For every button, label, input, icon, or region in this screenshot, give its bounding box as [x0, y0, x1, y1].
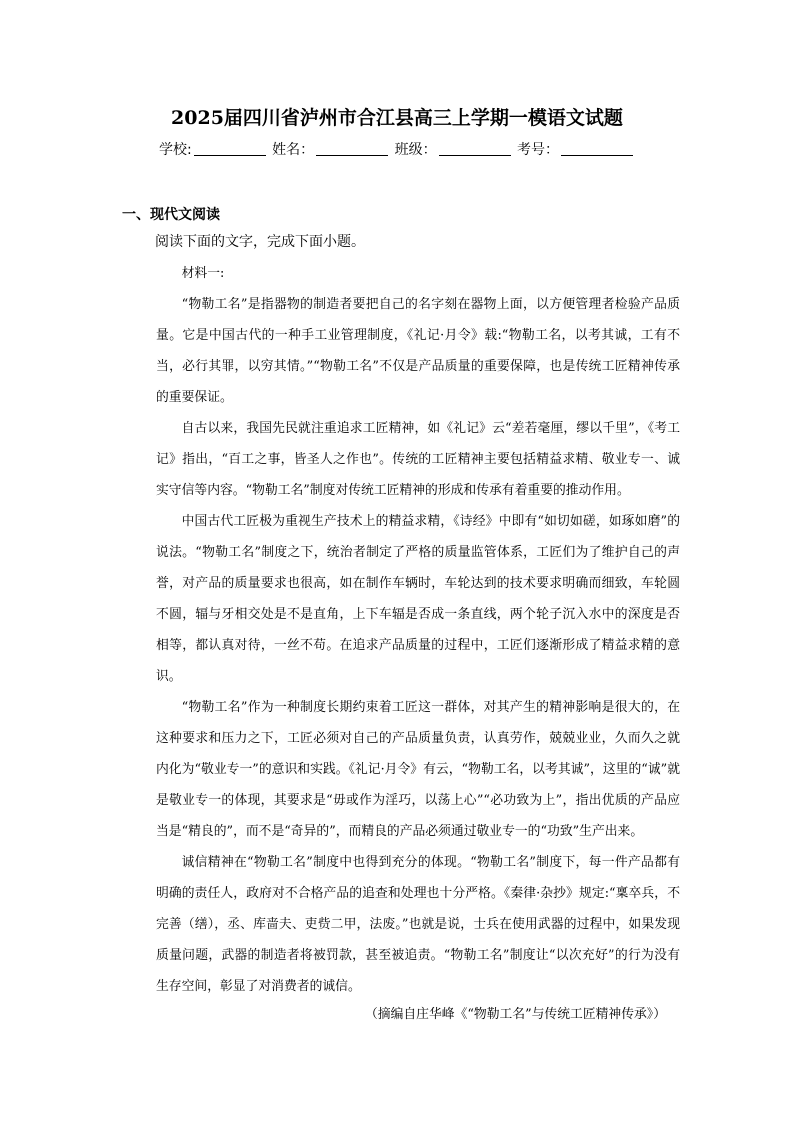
paragraph-2: 自古以来，我国先民就注重追求工匠精神，如《礼记》云“差若毫厘，缪以千里”，《考工记》指出，“百工之事，皆圣人之作也”。传统的工匠精神主要包括精益求精、敬业专一、诚实守信等内容。“物勒工名”制度对传统工匠精神的形成和传承有着重要的推动作用。 [156, 421, 680, 498]
material-label: 材料一: [181, 266, 225, 281]
source-citation: （摘编自庄华峰《“物勒工名”与传统工匠精神传承》） [364, 1007, 666, 1022]
number-label: 考号： [517, 142, 560, 158]
school-label: 学校: [158, 142, 192, 158]
section-instruction: 阅读下面的文字，完成下面小题。 [155, 234, 365, 250]
page-title: 2025届四川省泸州市合江县高三上学期一模语文试题 [171, 107, 623, 129]
class-label: 班级： [394, 142, 437, 158]
name-label: 姓名： [272, 142, 315, 158]
name-blank[interactable] [316, 142, 388, 156]
reading-material [156, 258, 680, 1002]
student-info-row [0, 139, 794, 159]
section-heading: 一、现代文阅读 [122, 207, 220, 223]
paragraph-1: “物勒工名”是指器物的制造者要把自己的名字刻在器物上面，以方便管理者检验产品质量。它是中国古代的一种手工业管理制度，《礼记·月令》载:“物勒工名，以考其诚，工有不当，必行其罪，以穷其情。”“物勒工名”不仅是产品质量的重要保障，也是传统工匠精神传承的重要保证。 [156, 297, 680, 405]
class-blank[interactable] [439, 142, 511, 156]
paragraph-5: 诚信精神在“物勒工名”制度中也得到充分的体现。“物勒工名”制度下，每一件产品都有明确的责任人，政府对不合格产品的追查和处理也十分严格。《秦律·杂抄》规定:“稟卒兵，不完善（缮），丞、库啬夫、吏赀二甲，法废。”也就是说，士兵在使用武器的过程中，如果发现质量问题，武器的制造者将被罚款，甚至被追责。“物勒工名”制度让“以次充好”的行为没有生存空间，彰显了对消费者的诚信。 [156, 855, 680, 994]
number-blank[interactable] [561, 142, 633, 156]
paragraph-4: “物勒工名”作为一种制度长期约束着工匠这一群体，对其产生的精神影响是很大的，在这种要求和压力之下，工匠必须对自己的产品质量负责，认真劳作，兢兢业业，久而久之就内化为“敬业专一”的意识和实践。《礼记·月令》有云，“物勒工名，以考其诚”，这里的“诚”就是敬业专一的体现，其要求是“毋或作为淫巧，以荡上心”“必功致为上”，指出优质的产品应当是“精良的”，而不是“奇异的”，而精良的产品必须通过敬业专一的“功致”生产出来。 [156, 700, 680, 839]
paragraph-3: 中国古代工匠极为重视生产技术上的精益求精，《诗经》中即有“如切如磋，如琢如磨”的说法。“物勒工名”制度之下，统治者制定了严格的质量监管体系，工匠们为了维护自己的声誉，对产品的质量要求也很高，如在制作车辆时，车轮达到的技术要求明确而细致，车轮圆不圆，辐与牙相交处是不是直角，上下车辐是否成一条直线，两个轮子沉入水中的深度是否相等，都认真对待，一丝不苟。在追求产品质量的过程中，工匠们逐渐形成了精益求精的意识。 [156, 514, 680, 684]
school-blank[interactable] [194, 142, 266, 156]
